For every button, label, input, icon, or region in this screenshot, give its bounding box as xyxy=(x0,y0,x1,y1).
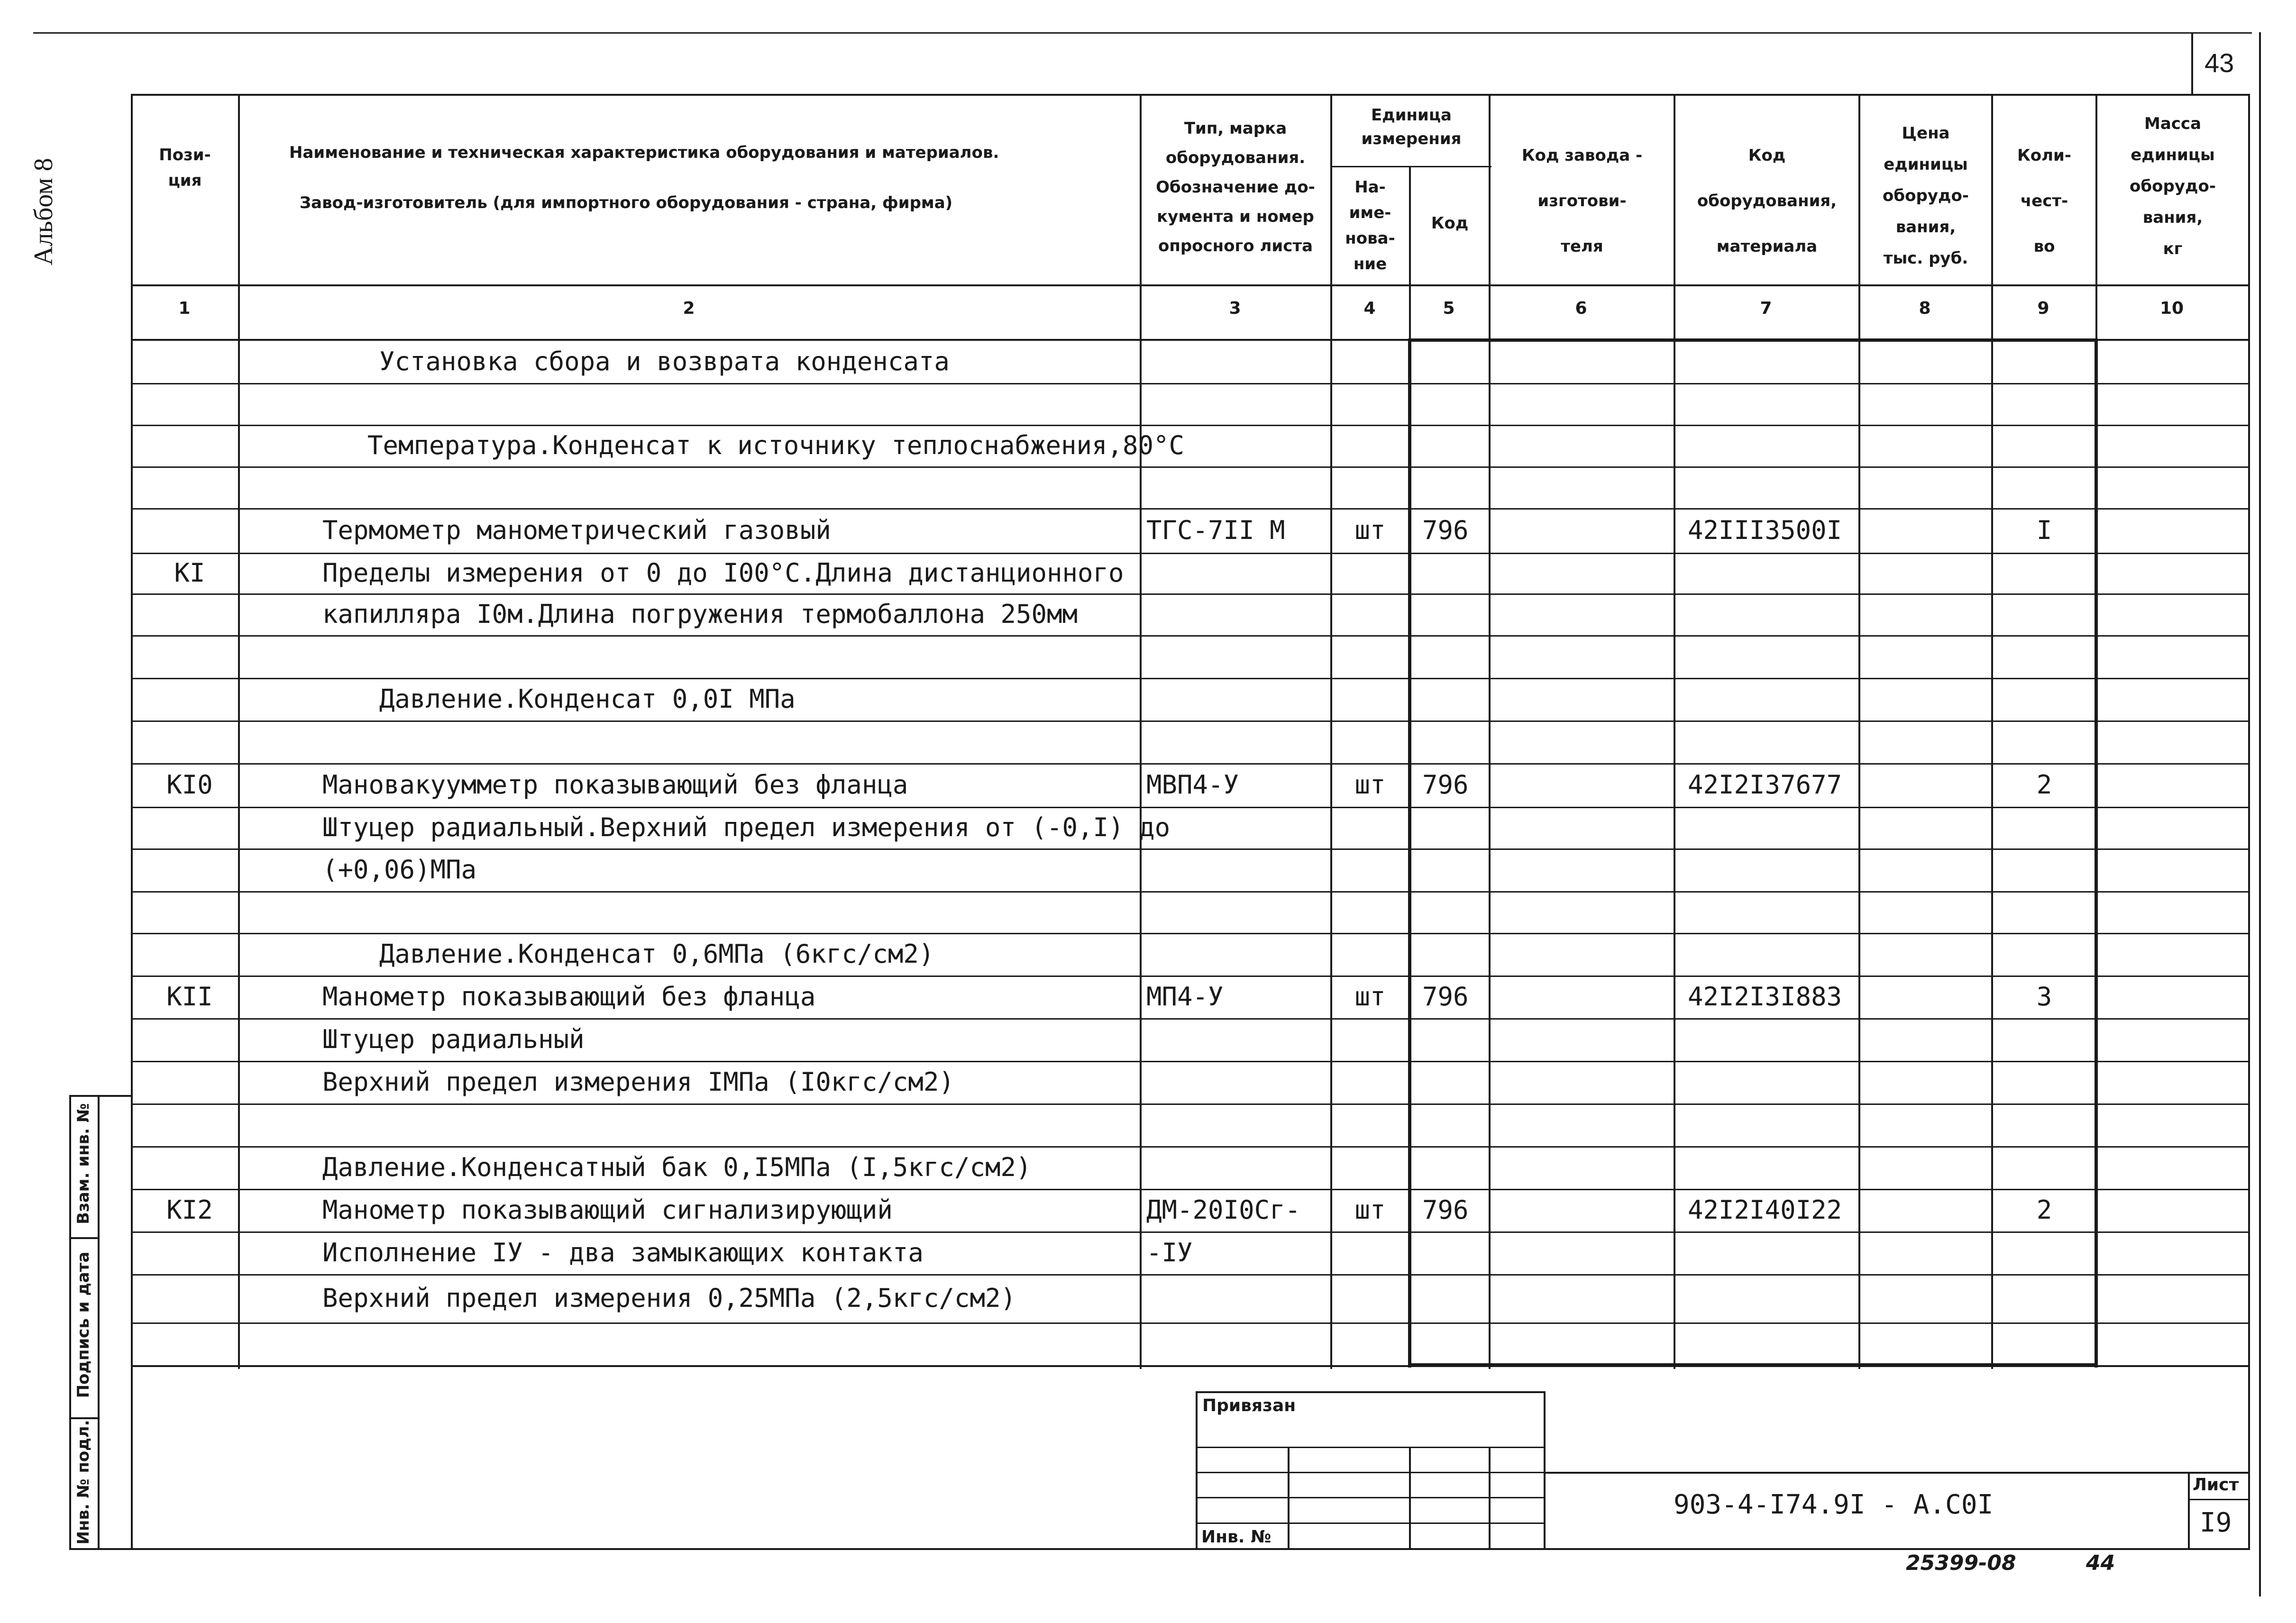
row-name: Установка сбора и возврата конденсата xyxy=(379,346,950,376)
stamp-row-1 xyxy=(1196,1447,1545,1448)
row-quantity: I xyxy=(2036,515,2052,545)
col-sep-3 xyxy=(1330,94,1332,1369)
row-divider xyxy=(131,1322,2248,1324)
frame-left xyxy=(131,94,133,1549)
row-position: КI0 xyxy=(166,770,213,800)
colnum-6: 6 xyxy=(1575,299,1587,318)
col-sep-9-num xyxy=(2095,284,2097,339)
row-name: Манометр показывающий сигнализирующий xyxy=(322,1195,893,1225)
page-box-left xyxy=(2191,32,2193,94)
sheet-label: Лист xyxy=(2193,1475,2239,1495)
album-label: Альбом 8 xyxy=(29,158,58,265)
footer-number: 25399-08 xyxy=(1906,1551,2016,1575)
row-equipment-code: 42I2I37677 xyxy=(1688,770,1842,800)
row-divider xyxy=(131,848,2248,850)
row-divider xyxy=(131,1018,2248,1020)
row-divider xyxy=(131,807,2248,808)
row-unit: шт xyxy=(1354,982,1386,1012)
header-factory-code: Код завода - изготови- теля xyxy=(1521,146,1643,256)
header-unit-code: Код xyxy=(1431,214,1469,233)
row-divider xyxy=(131,763,2248,765)
header-unit-name: На- име- нова- ние xyxy=(1345,178,1395,274)
row-unit: шт xyxy=(1354,770,1386,800)
row-name: Пределы измерения от 0 до I00°С.Длина дистанционного xyxy=(322,558,1124,588)
row-type: ТГС-7II М xyxy=(1146,515,1285,545)
side-vzam: Взам. инв. № xyxy=(74,1103,93,1224)
row-type: ДМ-20I0Сг- xyxy=(1146,1195,1301,1225)
colnum-3: 3 xyxy=(1229,299,1241,318)
row-type: МП4-У xyxy=(1146,982,1224,1012)
sheet-box-mid xyxy=(2188,1499,2250,1500)
row-equipment-code: 42I2I3I883 xyxy=(1688,982,1842,1012)
frame-right xyxy=(2248,94,2250,1549)
col-sep-7 xyxy=(1858,94,1860,1369)
colnum-8: 8 xyxy=(1919,299,1931,318)
row-divider xyxy=(131,678,2248,679)
header-quantity: Коли- чест- во xyxy=(2017,146,2071,256)
colnum-2: 2 xyxy=(683,299,695,318)
doc-code: 903-4-I74.9I - А.С0I xyxy=(1674,1489,1994,1520)
row-type: -IУ xyxy=(1146,1238,1193,1267)
row-divider xyxy=(131,891,2248,893)
row-divider xyxy=(131,383,2248,384)
col-sep-4-num xyxy=(1409,284,1411,339)
stamp-mid xyxy=(1544,1391,1546,1549)
row-unit-code: 796 xyxy=(1422,515,1469,545)
colnum-5: 5 xyxy=(1443,299,1455,318)
row-type: МВП4-У xyxy=(1146,770,1239,800)
frame-top xyxy=(131,94,2250,96)
row-name: Верхний предел измерения IМПа (I0кгс/см2) xyxy=(322,1067,954,1097)
header-bottom xyxy=(131,284,2248,286)
col-sep-2 xyxy=(1140,94,1142,1369)
row-quantity: 2 xyxy=(2036,770,2052,800)
row-name: Давление.Конденсат 0,0I МПа xyxy=(379,684,796,714)
unit-subheader-line xyxy=(1330,166,1491,167)
row-unit-code: 796 xyxy=(1422,1195,1469,1225)
header-position: Пози- ция xyxy=(159,146,211,190)
row-name: Штуцер радиальный xyxy=(322,1024,585,1054)
row-name: капилляра I0м.Длина погружения термобаллона 250мм xyxy=(322,599,1078,629)
row-divider xyxy=(131,1146,2248,1148)
col-sep-1 xyxy=(238,94,240,1369)
row-divider xyxy=(131,466,2248,468)
col-sep-6 xyxy=(1674,94,1675,1369)
bold-box-top xyxy=(1408,338,2098,342)
header-unit-group: Единица измерения xyxy=(1361,106,1462,148)
header-price: Цена единицы оборудо- вания, тыс. руб. xyxy=(1883,124,1969,268)
frame-bottom xyxy=(69,1548,2250,1550)
row-divider xyxy=(131,976,2248,977)
colnum-7: 7 xyxy=(1760,299,1772,318)
stamp-top xyxy=(1196,1391,1546,1393)
colnum-10: 10 xyxy=(2159,299,2184,318)
top-rule xyxy=(33,32,2252,34)
row-name: Верхний предел измерения 0,25МПа (2,5кгс/см2) xyxy=(322,1283,1016,1313)
row-name: (+0,06)МПа xyxy=(322,855,477,884)
col-sep-4-thick xyxy=(1408,339,1411,1368)
stamp-row-2 xyxy=(1196,1472,1545,1473)
row-divider xyxy=(131,1231,2248,1233)
header-type: Тип, марка оборудования. Обозначение до- кумента и номер опросного листа xyxy=(1156,119,1315,255)
sheet-box-left xyxy=(2188,1472,2190,1549)
stamp-left xyxy=(1196,1391,1198,1549)
row-name: Манометр показывающий без фланца xyxy=(322,982,816,1012)
row-divider xyxy=(131,1103,2248,1105)
row-divider xyxy=(131,635,2248,637)
row-position: КII xyxy=(166,982,213,1012)
row-divider xyxy=(131,1189,2248,1190)
col-sep-5 xyxy=(1489,94,1491,1369)
sheet-number: I9 xyxy=(2200,1507,2232,1538)
colnum-4: 4 xyxy=(1363,299,1376,318)
row-name: Исполнение IУ - два замыкающих контакта xyxy=(322,1238,924,1267)
header-mass: Масса единицы оборудо- вания, кг xyxy=(2130,114,2216,258)
stamp-row-4 xyxy=(1196,1523,1545,1524)
stamp-row-3 xyxy=(1196,1497,1545,1498)
stamp-doc-line xyxy=(1544,1472,2250,1474)
table-bottom xyxy=(131,1365,2248,1367)
stamp-privyazan: Привязан xyxy=(1202,1396,1296,1415)
header-name-line2: Завод-изготовитель (для импортного оборудования - страна, фирма) xyxy=(300,193,953,212)
row-divider xyxy=(131,425,2248,426)
header-equipment-code: Код оборудования, материала xyxy=(1697,146,1837,256)
footer-page: 44 xyxy=(2086,1551,2115,1575)
right-margin-line xyxy=(2259,32,2261,1596)
row-quantity: 2 xyxy=(2036,1195,2052,1225)
colnum-9: 9 xyxy=(2037,299,2049,318)
row-divider xyxy=(131,720,2248,722)
row-unit-code: 796 xyxy=(1422,982,1469,1012)
row-divider xyxy=(131,1061,2248,1062)
header-name-line1: Наименование и техническая характеристика оборудования и материалов. xyxy=(289,143,999,162)
row-divider xyxy=(131,1274,2248,1276)
row-unit: шт xyxy=(1354,1195,1386,1225)
stamp-inv-no: Инв. № xyxy=(1201,1527,1271,1547)
col-sep-8 xyxy=(1991,94,1993,1369)
row-equipment-code: 42III3500I xyxy=(1688,515,1842,545)
row-unit: шт xyxy=(1354,515,1386,545)
row-name: Термометр манометрический газовый xyxy=(322,515,831,545)
side-inv-podl: Инв. № подл. xyxy=(74,1420,93,1545)
row-unit-code: 796 xyxy=(1422,770,1469,800)
side-podpis: Подпись и дата xyxy=(74,1251,93,1398)
row-name: Мановакуумметр показывающий без фланца xyxy=(322,770,908,800)
stamp-col-2 xyxy=(1409,1447,1411,1549)
row-position: КI xyxy=(174,558,205,588)
row-divider xyxy=(131,593,2248,595)
page-number: 43 xyxy=(2205,48,2234,78)
row-name: Температура.Конденсат к источнику теплоснабжения,80°C xyxy=(367,430,1185,460)
stamp-col-1 xyxy=(1288,1447,1290,1549)
stamp-col-3 xyxy=(1489,1447,1491,1549)
row-name: Штуцер радиальный.Верхний предел измерения от (-0,I) до xyxy=(322,812,1171,842)
row-quantity: 3 xyxy=(2036,982,2052,1012)
row-position: КI2 xyxy=(166,1195,213,1225)
row-divider xyxy=(131,933,2248,934)
row-name: Давление.Конденсат 0,6МПа (6кгс/см2) xyxy=(379,939,934,969)
row-divider xyxy=(131,508,2248,510)
side-box-left xyxy=(69,1095,71,1549)
row-divider xyxy=(131,553,2248,554)
row-equipment-code: 42I2I40I22 xyxy=(1688,1195,1842,1225)
row-name: Давление.Конденсатный бак 0,I5МПа (I,5кгс/см2) xyxy=(322,1152,1032,1182)
colnum-1: 1 xyxy=(178,299,191,318)
side-box-right xyxy=(98,1095,100,1549)
